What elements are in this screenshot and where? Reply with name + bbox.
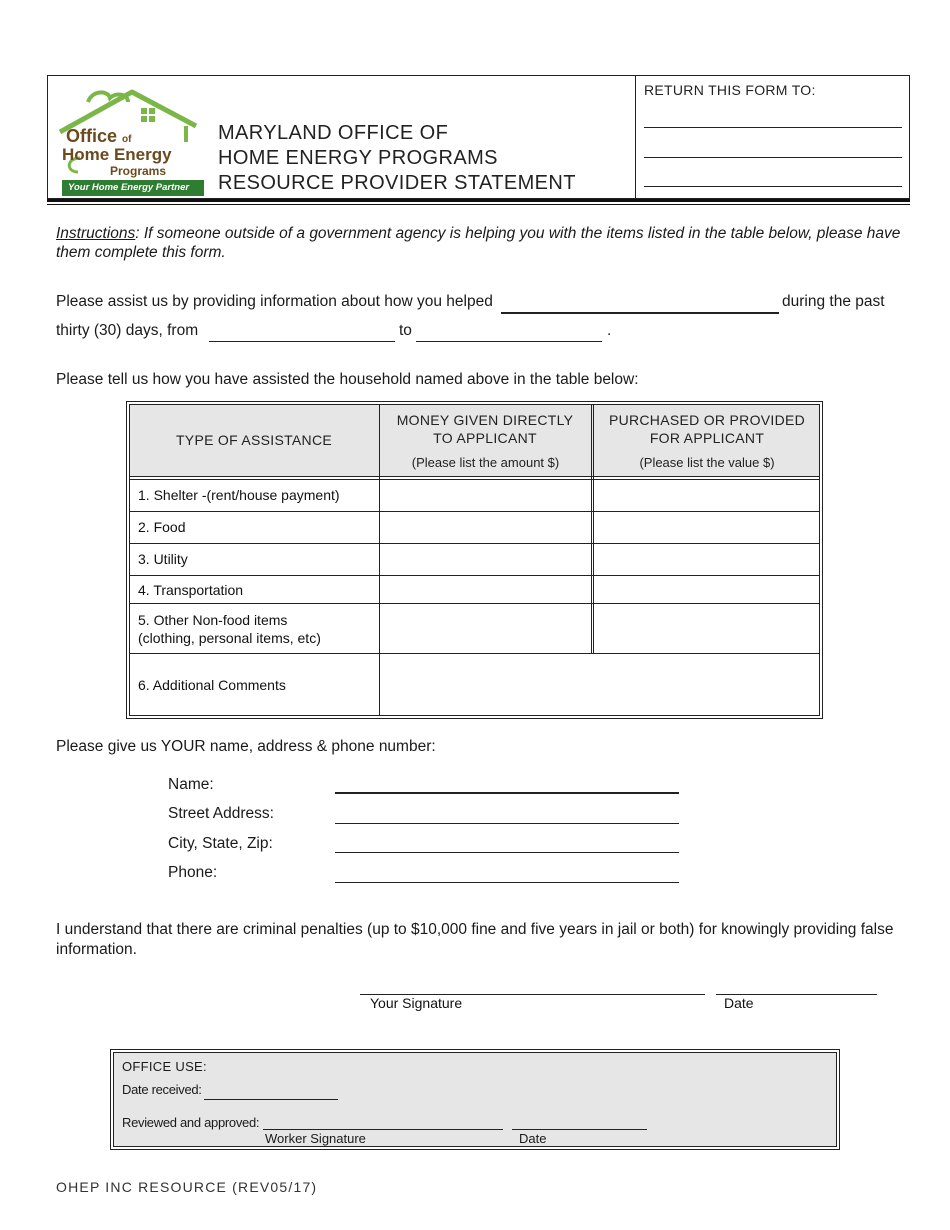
header-rule-thin <box>47 204 910 205</box>
transportation-money-cell[interactable] <box>381 577 590 602</box>
table-rule <box>129 511 820 512</box>
assist-line-2-start: thirty (30) days, from <box>56 322 199 339</box>
transportation-value-cell[interactable] <box>595 577 819 602</box>
assist-line-1-start: Please assist us by providing information about how you helped <box>56 293 493 310</box>
additional-comments-cell[interactable] <box>381 655 819 715</box>
row-label-utility: 3. Utility <box>138 551 188 567</box>
office-use-title: OFFICE USE: <box>122 1059 207 1074</box>
food-money-cell[interactable] <box>381 513 590 542</box>
return-address-line-1[interactable] <box>644 127 902 128</box>
phone-field[interactable] <box>335 882 679 883</box>
col-header-money-sub: (Please list the amount $) <box>411 455 560 470</box>
household-name-field[interactable] <box>501 312 779 314</box>
table-rule <box>129 603 820 604</box>
logo-of: of <box>122 134 132 145</box>
logo-office: Office <box>66 126 118 146</box>
ohep-logo <box>58 88 208 198</box>
contact-intro: Please give us YOUR name, address & phone number: <box>56 738 436 755</box>
return-form-label: RETURN THIS FORM TO: <box>644 82 816 98</box>
title-line-1: MARYLAND OFFICE OF <box>218 122 449 144</box>
to-date-field[interactable] <box>416 341 602 342</box>
date-received-label: Date received: <box>122 1082 202 1097</box>
form-footer-id: OHEP INC RESOURCE (REV05/17) <box>56 1179 318 1195</box>
table-rule <box>129 476 820 477</box>
name-label: Name: <box>168 776 214 793</box>
col-header-money: MONEY GIVEN DIRECTLY TO APPLICANT <box>396 412 574 446</box>
signature-date-label: Date <box>724 995 754 1011</box>
worker-signature-label: Worker Signature <box>265 1131 366 1146</box>
reviewed-approved-label: Reviewed and approved: <box>122 1115 260 1130</box>
table-rule <box>129 479 820 480</box>
col-header-purchased-sub: (Please list the value $) <box>639 455 775 470</box>
table-intro: Please tell us how you have assisted the household named above in the table below: <box>56 371 639 388</box>
other-money-cell[interactable] <box>381 605 590 652</box>
date-received-field[interactable] <box>204 1099 338 1100</box>
row-label-comments: 6. Additional Comments <box>138 677 286 693</box>
table-rule <box>129 575 820 576</box>
other-value-cell[interactable] <box>595 605 819 652</box>
name-field[interactable] <box>335 792 679 794</box>
return-address-line-3[interactable] <box>644 186 902 187</box>
food-value-cell[interactable] <box>595 513 819 542</box>
table-col-rule <box>593 404 594 653</box>
table-col-rule <box>591 404 592 653</box>
table-rule <box>129 543 820 544</box>
header-divider <box>635 75 636 199</box>
row-label-transportation: 4. Transportation <box>138 582 244 598</box>
col-header-purchased: PURCHASED OR PROVIDED FOR APPLICANT <box>608 412 806 446</box>
table-rule <box>129 653 820 654</box>
office-date-label: Date <box>519 1131 547 1146</box>
shelter-value-cell[interactable] <box>595 481 819 510</box>
street-address-field[interactable] <box>335 823 679 824</box>
worker-signature-field[interactable] <box>263 1129 503 1130</box>
title-line-3: RESOURCE PROVIDER STATEMENT <box>218 172 576 194</box>
title-line-2: HOME ENERGY PROGRAMS <box>218 147 498 169</box>
from-date-field[interactable] <box>209 341 395 342</box>
instructions-label: Instructions <box>56 225 136 242</box>
utility-value-cell[interactable] <box>595 545 819 574</box>
row-label-food: 2. Food <box>138 519 186 535</box>
return-address-line-2[interactable] <box>644 157 902 158</box>
row-label-other: 5. Other Non-food items (clothing, personal items, etc) <box>138 612 321 646</box>
header-rule-thick <box>47 199 910 202</box>
phone-label: Phone: <box>168 864 218 881</box>
street-address-label: Street Address: <box>168 805 274 822</box>
assist-to: to <box>399 322 412 339</box>
logo-home-energy: Home Energy <box>62 145 172 164</box>
row-label-shelter: 1. Shelter -(rent/house payment) <box>138 487 340 503</box>
instructions-text: : If someone outside of a government agency is helping you with the items listed in the table below, please have them complete this form. <box>56 225 901 261</box>
city-state-zip-field[interactable] <box>335 852 679 853</box>
assist-line-1-end: during the past <box>782 293 885 310</box>
office-date-field[interactable] <box>512 1129 647 1130</box>
col-header-type: TYPE OF ASSISTANCE <box>175 432 333 448</box>
city-state-zip-label: City, State, Zip: <box>168 835 273 852</box>
assist-period: . <box>607 322 612 339</box>
signature-label: Your Signature <box>370 995 463 1011</box>
shelter-money-cell[interactable] <box>381 481 590 510</box>
instructions <box>56 224 901 262</box>
utility-money-cell[interactable] <box>381 545 590 574</box>
logo-programs: Programs <box>110 164 167 178</box>
penalty-statement: I understand that there are criminal penalties (up to $10,000 fine and five years in jail or both) for knowingly providing false information. <box>56 921 894 958</box>
table-col-rule <box>379 404 380 716</box>
logo-tagline: Your Home Energy Partner <box>68 182 190 193</box>
